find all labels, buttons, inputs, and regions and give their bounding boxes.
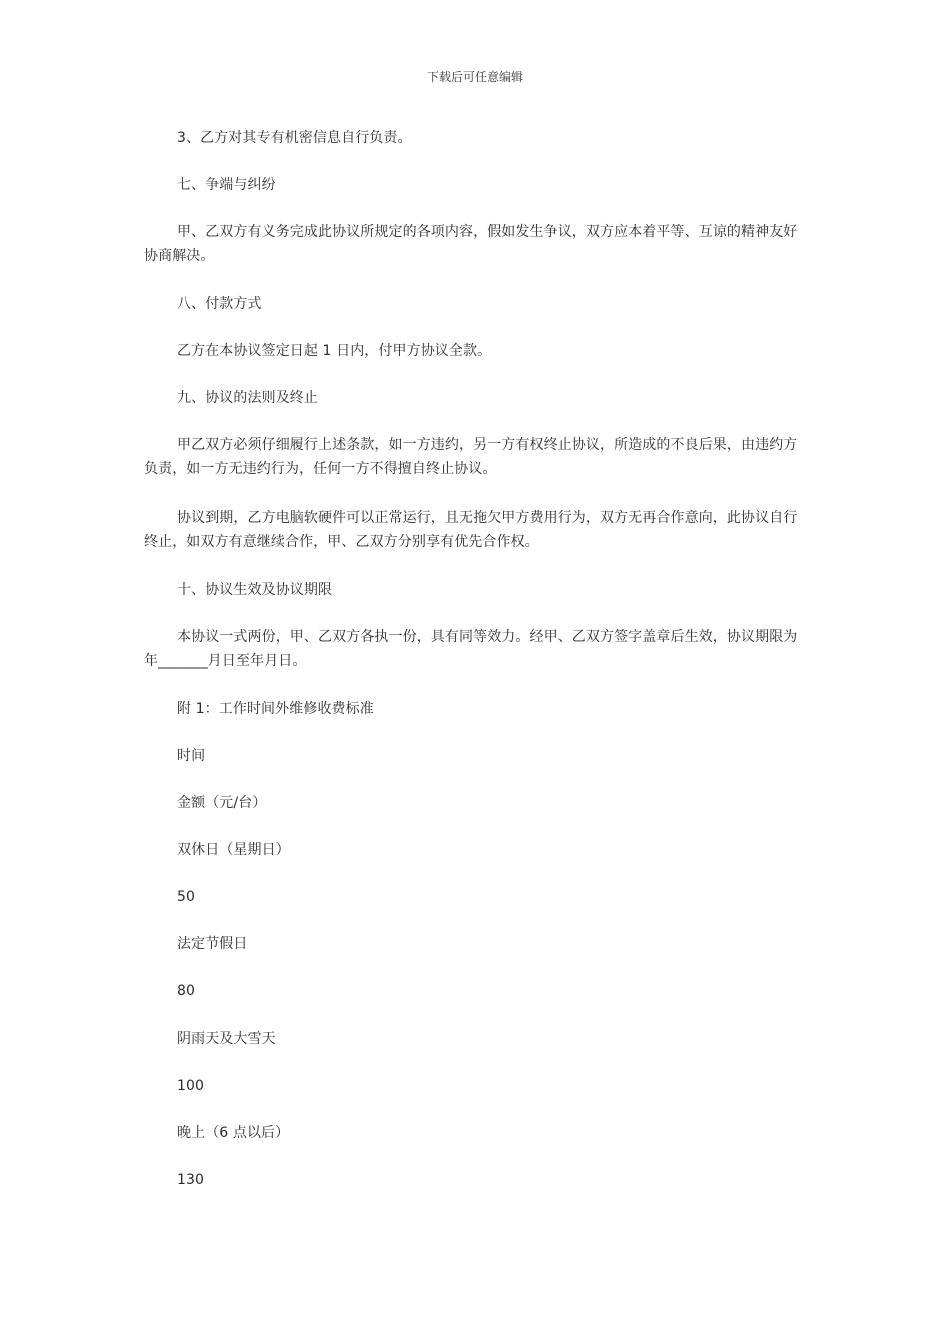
section-9-text-2: 协议到期，乙方电脑软硬件可以正常运行，且无拖欠甲方费用行为，双方无再合作意向，此协议自行终止，如双方有意继续合作，甲、乙双方分别享有优先合作权。 (144, 510, 798, 550)
fee-header-amount: 金额（元/台） (177, 795, 267, 811)
fee-row-weather-amount: 100 (177, 1078, 205, 1094)
fee-row-weekend-amount: 50 (177, 889, 196, 905)
section-9-heading: 九、协议的法则及终止 (177, 390, 318, 406)
appendix-1-title: 附 1：工作时间外维修收费标准 (177, 701, 374, 717)
fee-row-holiday-label: 法定节假日 (177, 936, 248, 952)
fee-row-holiday-amount: 80 (177, 983, 196, 999)
section-10-text: 本协议一式两份，甲、乙双方各执一份，具有同等效力。经甲、乙双方签字盖章后生效，协议期限为年_______月日至年月日。 (144, 629, 798, 669)
fee-row-evening-label: 晚上（6 点以后） (177, 1125, 290, 1141)
page-header: 下载后可任意编辑 (426, 70, 523, 84)
fee-row-evening-amount: 130 (177, 1172, 205, 1188)
section-8-heading: 八、付款方式 (177, 296, 262, 312)
fee-header-time: 时间 (177, 748, 206, 764)
section-9-text-1: 甲乙双方必须仔细履行上述条款，如一方违约，另一方有权终止协议，所造成的不良后果，由违约方负责，如一方无违约行为，任何一方不得擅自终止协议。 (144, 437, 798, 477)
fee-row-weekend-label: 双休日（星期日） (177, 842, 290, 858)
clause-3-text: 3、乙方对其专有机密信息自行负责。 (177, 130, 412, 146)
section-7-heading: 七、争端与纠纷 (177, 177, 276, 193)
section-7-text: 甲、乙双方有义务完成此协议所规定的各项内容，假如发生争议，双方应本着平等、互谅的精神友好协商解决。 (144, 224, 798, 264)
fee-row-weather-label: 阴雨天及大雪天 (177, 1031, 276, 1047)
section-8-text: 乙方在本协议签定日起 1 日内，付甲方协议全款。 (177, 343, 492, 359)
section-10-heading: 十、协议生效及协议期限 (177, 582, 333, 598)
